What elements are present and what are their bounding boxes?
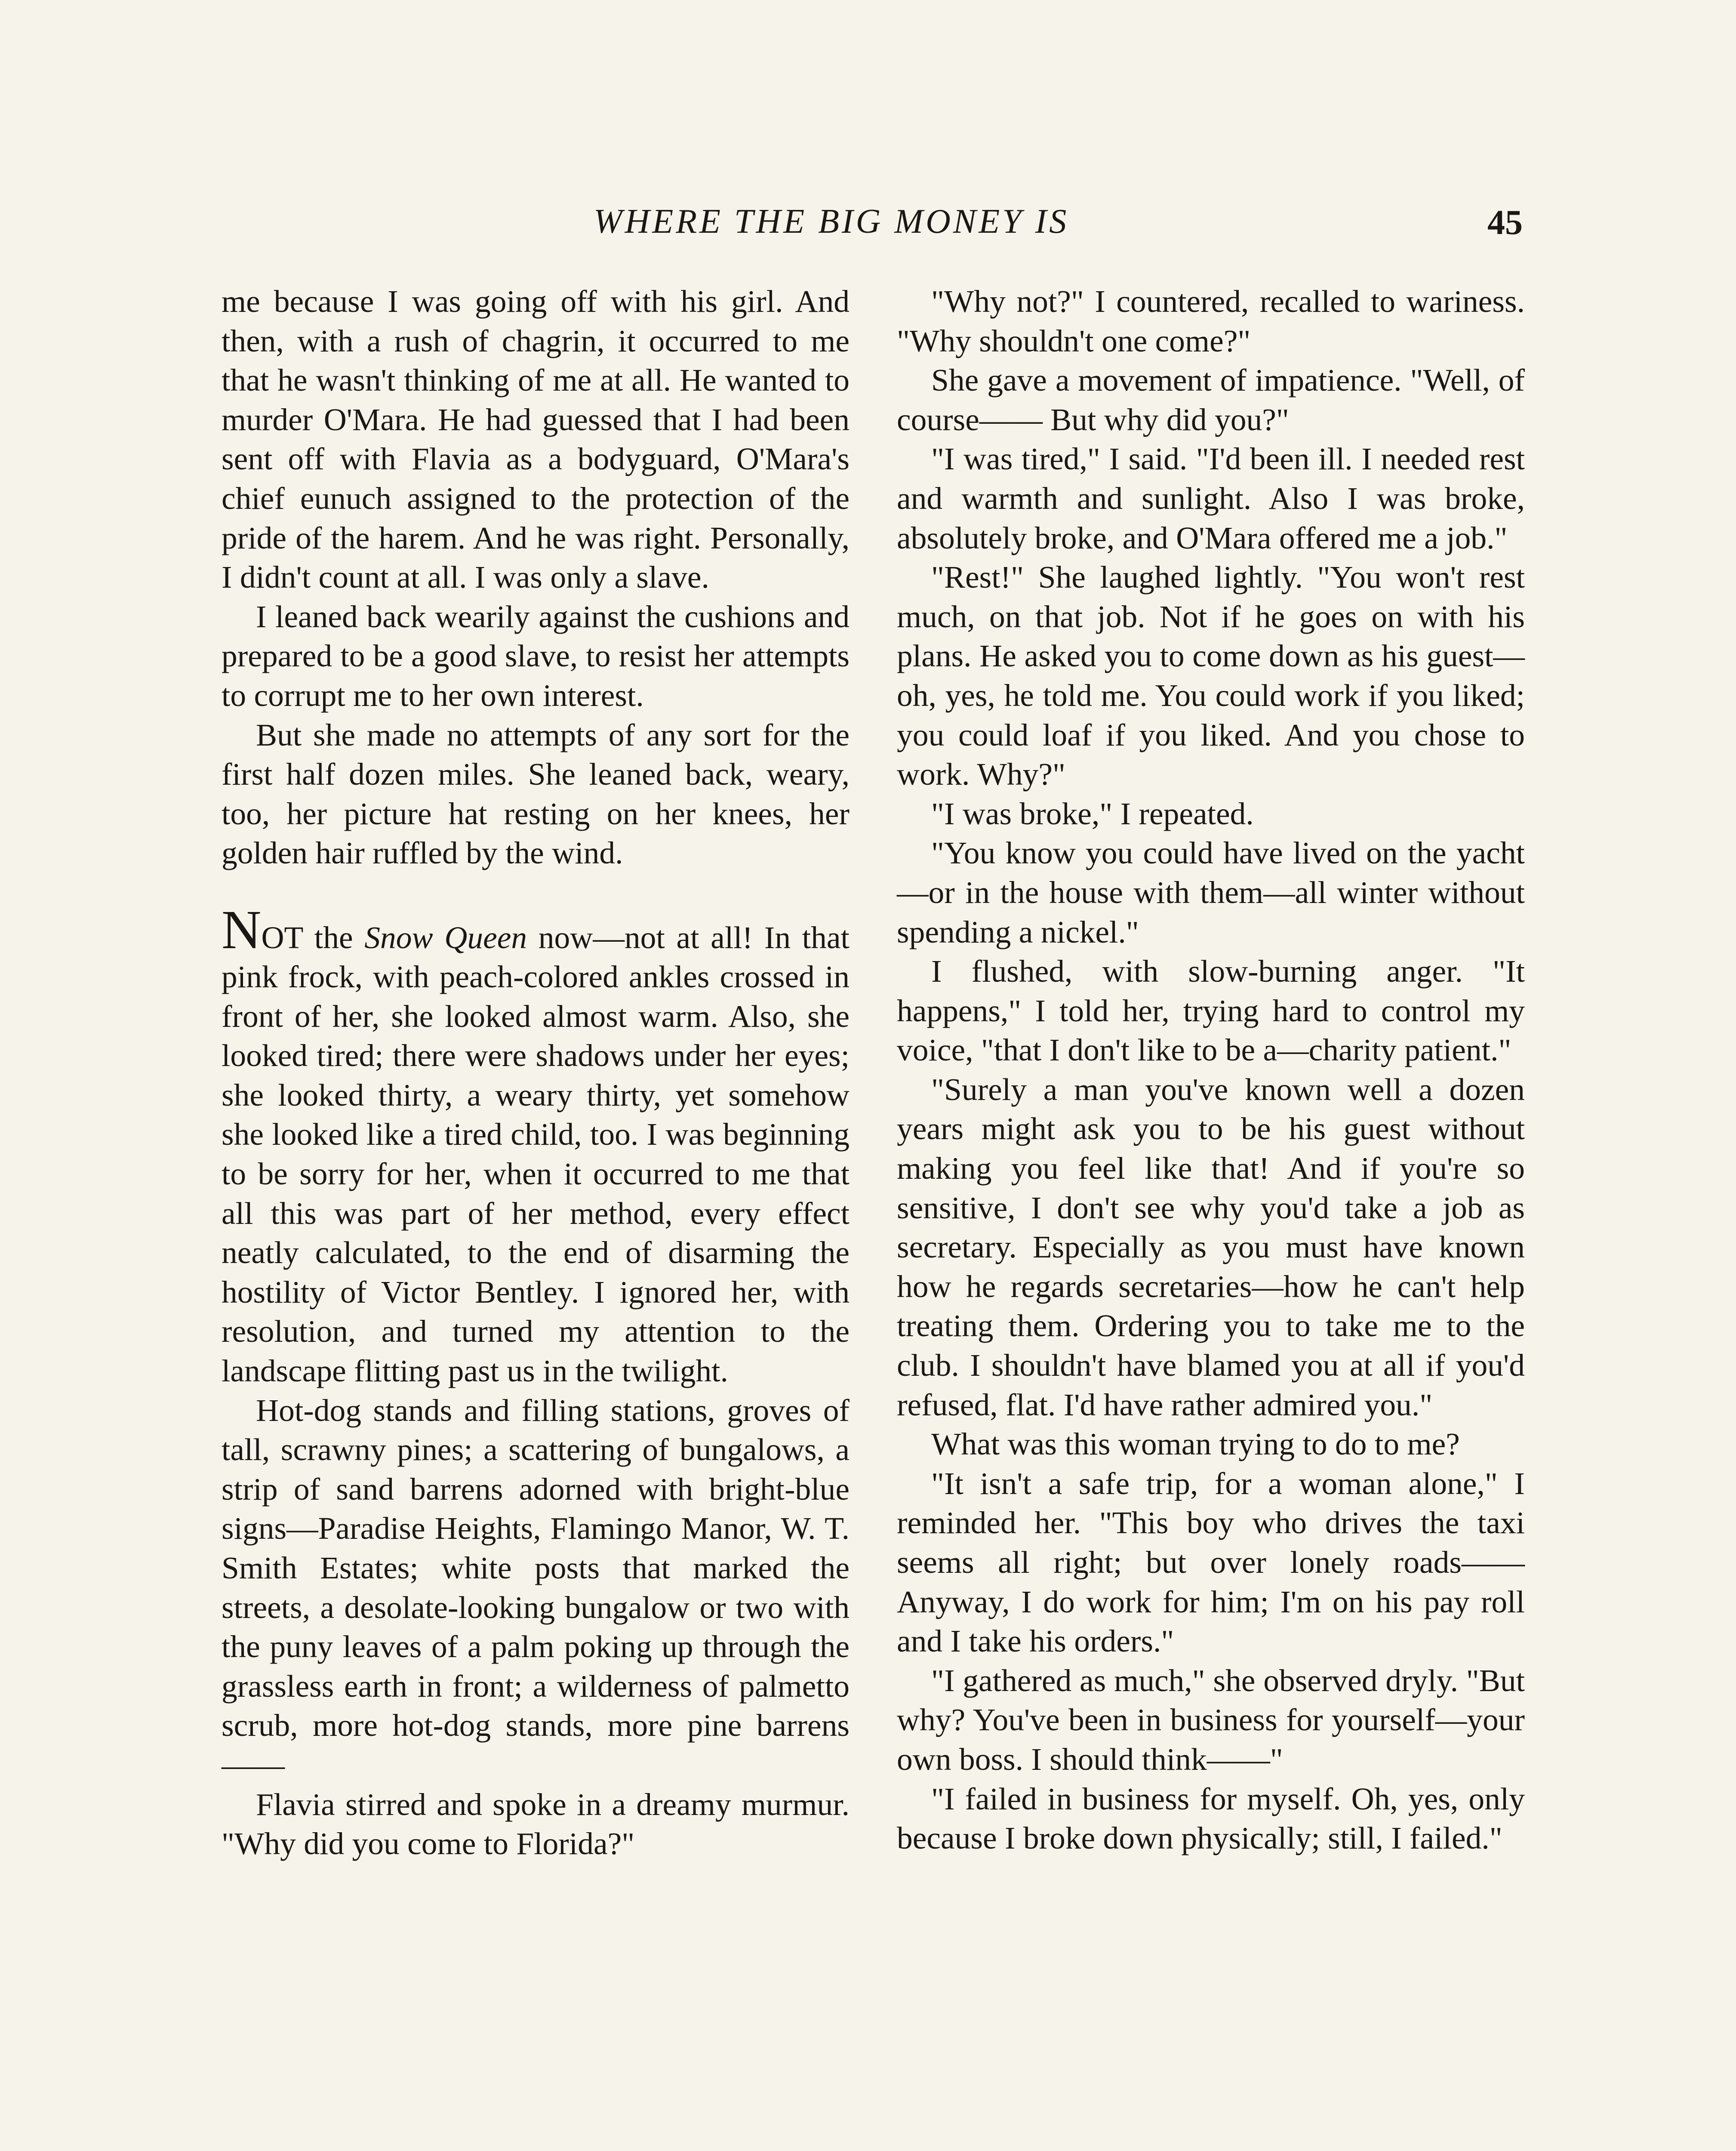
paragraph-text: the: [303, 920, 365, 955]
paragraph: "It isn't a safe trip, for a woman alone," I reminded her. "This boy who drives the taxi seems all right; but over lonely roads—— Anyway, I do work for him; I'm on his pay roll and I take his orders.": [897, 1466, 1525, 1659]
paragraph: I flushed, with slow-burning anger. "It happens," I told her, trying hard to control my voice, "that I don't like to be a—charity patient.": [897, 954, 1525, 1068]
left-column: [222, 282, 850, 1864]
paragraph: I leaned back wearily against the cushions and prepared to be a good slave, to resist her attempts to corrupt me to her own interest.: [222, 599, 850, 713]
paragraph: "I was tired," I said. "I'd been ill. I needed rest and warmth and sunlight. Also I was broke, absolutely broke, and O'Mara offered me a job.": [897, 441, 1525, 555]
paragraph: "I was broke," I repeated.: [931, 796, 1254, 831]
paragraph: Hot-dog stands and filling stations, groves of tall, scrawny pines; a scattering of bungalows, a strip of sand barrens adorned with bright-blue signs—Paradise Heights, Flamingo Manor, W. T. Smith Estates; white posts that marked the streets, a desolate-looking bungalow or two with the puny leaves of a palm poking up through the grassless earth in front; a wilderness of palmetto scrub, more hot-dog stands, more pine barrens——: [222, 1393, 850, 1782]
paragraph: "I failed in business for myself. Oh, yes, only because I broke down physically; still, I failed.": [897, 1781, 1525, 1856]
right-column: [897, 282, 1525, 1858]
paragraph: What was this woman trying to do to me?: [931, 1427, 1460, 1462]
page-header: [224, 202, 1523, 250]
paragraph: Flavia stirred and spoke in a dreamy murmur. "Why did you come to Florida?": [222, 1787, 850, 1861]
paragraph-text: now—not at all! In that pink frock, with peach-colored ankles crossed in front of her, she looked almost warm. Also, she looked tired; there were shadows under her eyes; she looked thirty, a weary thirty, yet somehow she looked like a tired child, too. I was beginning to be sorry for her, when it occurred to me that all this was part of her method, every effect neatly calculated, to the end of disarming the hostility of Victor Bentley. I ignored her, with resolution, and turned my attention to the landscape flitting past us in the twilight.: [222, 920, 850, 1389]
paragraph: "I gathered as much," she observed dryly. "But why? You've been in business for yourself—your own boss. I should think——": [897, 1663, 1525, 1777]
running-title: WHERE THE BIG MONEY IS: [594, 203, 1069, 240]
drop-cap: N: [222, 899, 262, 960]
paragraph: "You know you could have lived on the yacht—or in the house with them—all winter without spending a nickel.": [897, 835, 1525, 949]
paragraph: But she made no attempts of any sort for the first half dozen miles. She leaned back, weary, too, her picture hat resting on her knees, her golden hair ruffled by the wind.: [222, 717, 850, 871]
small-caps-word: OT: [261, 920, 303, 955]
paragraph: "Surely a man you've known well a dozen years might ask you to be his guest without making you feel like that! And if you're so sensitive, I don't see why you'd take a job as secretary. Especially as you must have known how he regards secretaries—how he can't help treating them. Ordering you to take me to the club. I shouldn't have blamed you at all if you'd refused, flat. I'd have rather admired you.": [897, 1072, 1525, 1422]
page-number: 45: [1487, 203, 1523, 242]
paragraph: "Rest!" She laughed lightly. "You won't rest much, on that job. Not if he goes on with his plans. He asked you to come down as his guest—oh, yes, he told me. You could work if you liked; you could loaf if you liked. And you chose to work. Why?": [897, 560, 1525, 792]
paragraph: "Why not?" I countered, recalled to wariness. "Why shouldn't one come?": [897, 284, 1525, 358]
paragraph: me because I was going off with his girl. And then, with a rush of chagrin, it occurred to me that he wasn't thinking of me at all. He wanted to murder O'Mara. He had guessed that I had been sent off with Flavia as a bodyguard, O'Mara's chief eunuch assigned to the protection of the pride of the harem. And he was right. Personally, I didn't count at all. I was only a slave.: [222, 284, 850, 595]
italic-title: Snow Queen: [364, 920, 527, 955]
section-start-paragraph: [222, 899, 850, 1391]
paragraph: She gave a movement of impatience. "Well, of course—— But why did you?": [897, 363, 1525, 437]
